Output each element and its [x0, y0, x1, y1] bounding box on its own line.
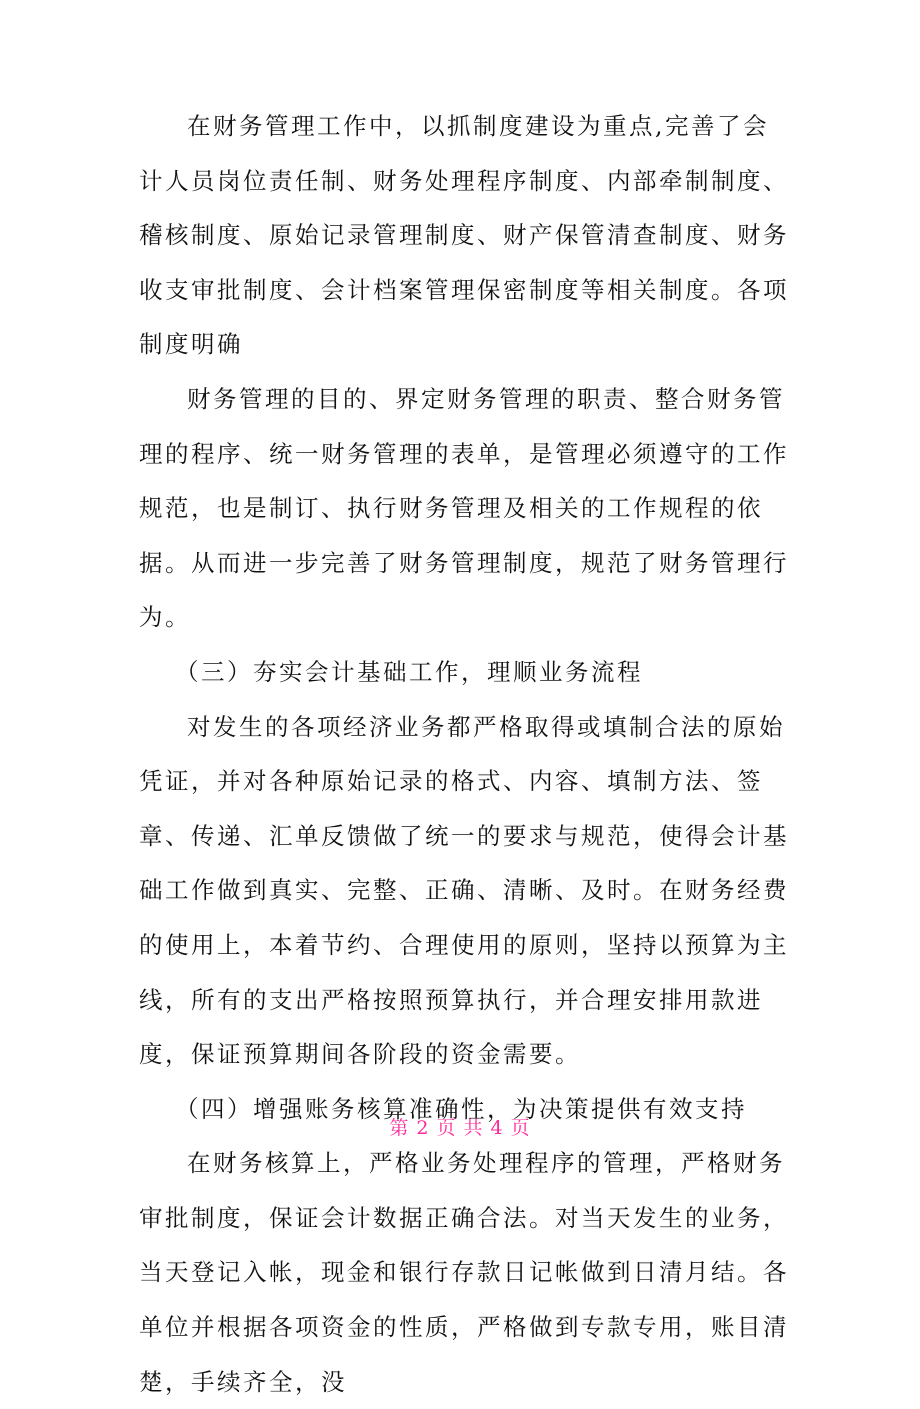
page-number-footer: 第 2 页 共 4 页 [389, 1117, 531, 1139]
paragraph-2: 财务管理的目的、界定财务管理的职责、整合财务管理的程序、统一财务管理的表单，是管理必须遵守的工作规范，也是制订、执行财务管理及相关的工作规程的依据。从而进一步完善了财务管理制度，规范了财务管理行为。 [139, 384, 789, 632]
paragraph-1: 在财务管理工作中，以抓制度建设为重点,完善了会计人员岗位责任制、财务处理程序制度、内部牵制制度、稽核制度、原始记录管理制度、财产保管清查制度、财务收支审批制度、会计档案管理保密制度等相关制度。各项制度明确 [139, 112, 789, 359]
section-heading-4: （四）增强账务核算准确性，为决策提供有效支持 [175, 1094, 747, 1123]
document-body [139, 99, 789, 1409]
section-heading-3: （三）夯实会计基础工作，理顺业务流程 [175, 657, 643, 686]
paragraph-3: 对发生的各项经济业务都严格取得或填制合法的原始凭证，并对各种原始记录的格式、内容、填制方法、签章、传递、汇单反馈做了统一的要求与规范，使得会计基础工作做到真实、完整、正确、清晰、及时。在财务经费的使用上，本着节约、合理使用的原则，坚持以预算为主线，所有的支出严格按照预算执行，并合理安排用款进度，保证预算期间各阶段的资金需要。 [139, 712, 789, 1069]
paragraph-4: 在财务核算上，严格业务处理程序的管理，严格财务审批制度，保证会计数据正确合法。对当天发生的业务，当天登记入帐，现金和银行存款日记帐做到日清月结。各单位并根据各项资金的性质，严格做到专款专用，账目清楚，手续齐全，没 [139, 1149, 789, 1396]
